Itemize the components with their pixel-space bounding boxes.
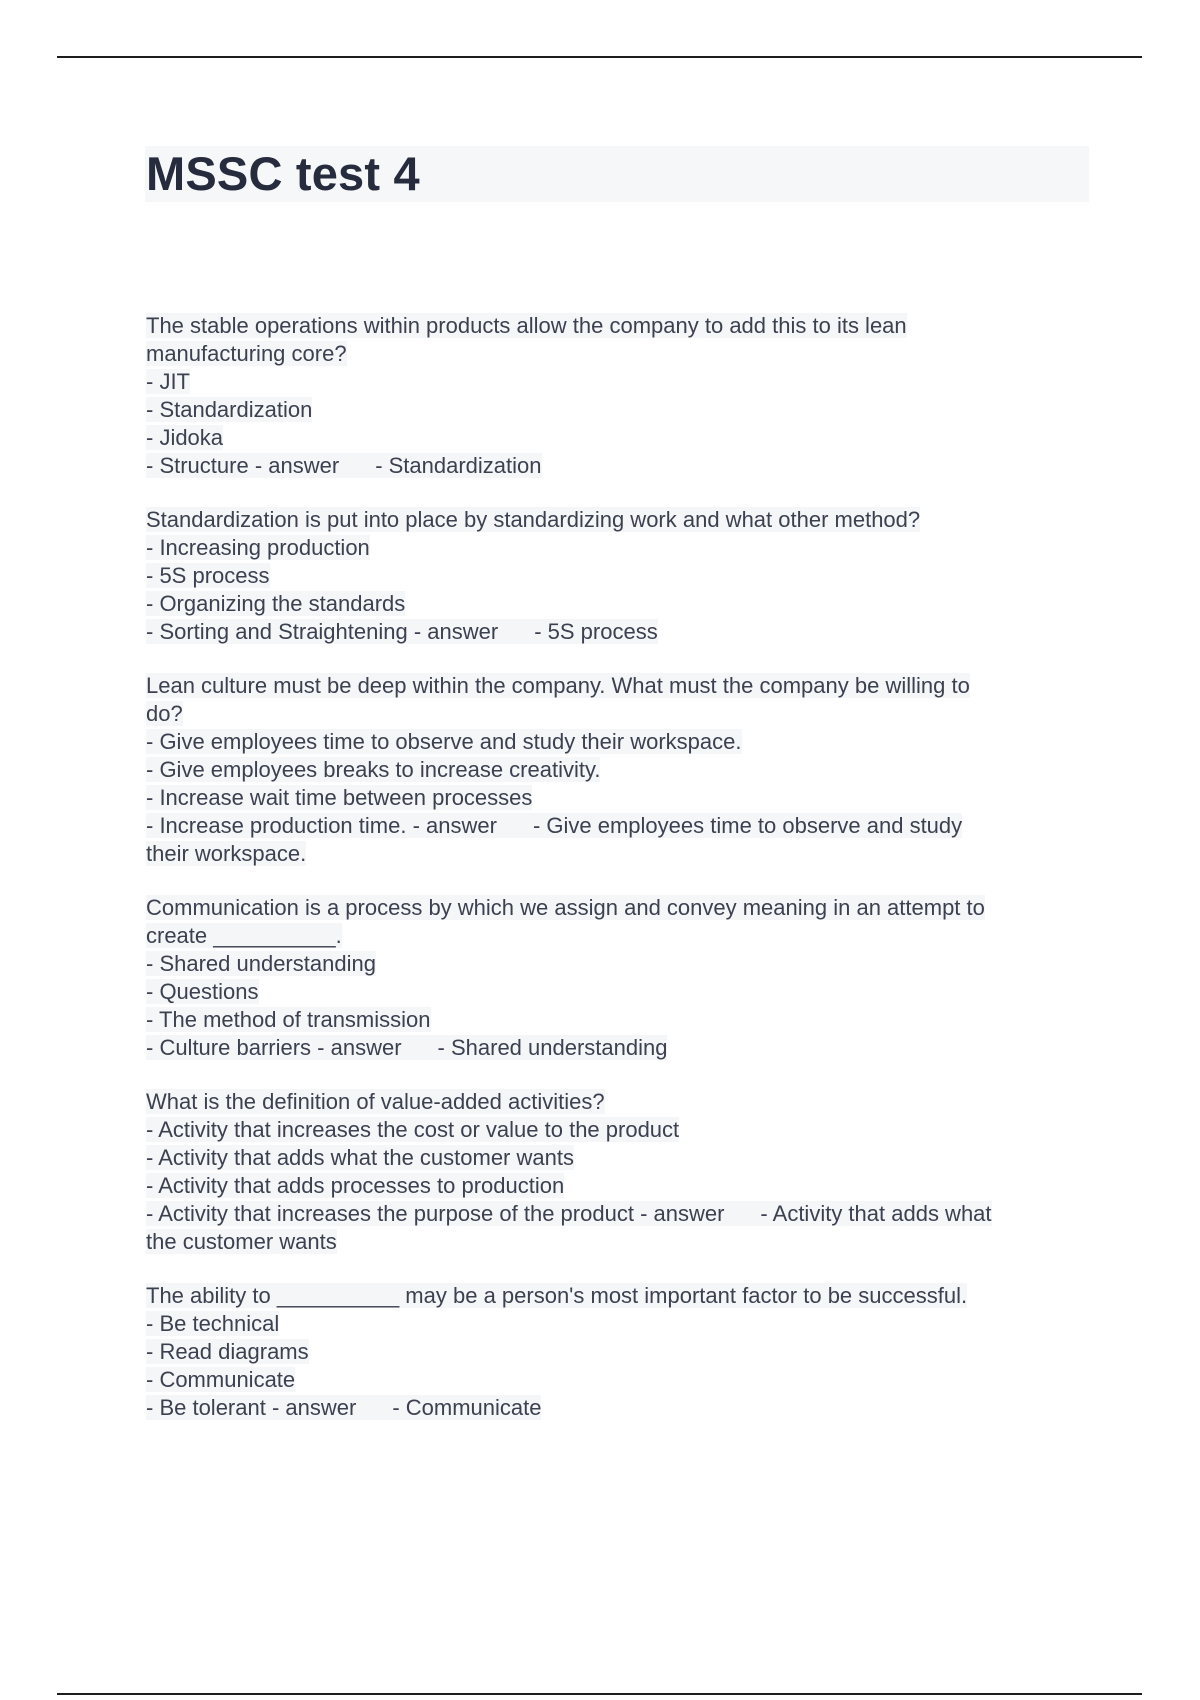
answer-text: - Give employees time to observe and study: [532, 813, 963, 838]
option: - Shared understanding: [146, 951, 376, 976]
option: - Increase wait time between processes: [146, 785, 533, 810]
option: - JIT: [146, 369, 190, 394]
option: - Increasing production: [146, 535, 370, 560]
question-text: Standardization is put into place by standardizing work and what other method?: [146, 507, 921, 532]
question-text: Communication is a process by which we assign and convey meaning in an attempt to: [146, 895, 985, 920]
option: - Questions: [146, 979, 259, 1004]
answer-text-continued: their workspace.: [146, 841, 307, 866]
top-rule: [57, 56, 1142, 58]
option: - Activity that increases the purpose of the product: [146, 1201, 634, 1226]
answer-marker: - answer: [413, 619, 499, 644]
option: - Be technical: [146, 1311, 280, 1336]
option: - Read diagrams: [146, 1339, 309, 1364]
question-text: create __________.: [146, 923, 342, 948]
answer-text: - Activity that adds what: [760, 1201, 992, 1226]
option: - Activity that adds processes to production: [146, 1173, 565, 1198]
question-block: [146, 506, 1086, 646]
option: - Increase production time.: [146, 813, 407, 838]
last-option-with-answer: [146, 1200, 1086, 1228]
last-option-with-answer: [146, 1034, 1086, 1062]
answer-text: - Standardization: [375, 453, 542, 478]
option: - Culture barriers: [146, 1035, 312, 1060]
option: - Activity that adds what the customer wants: [146, 1145, 574, 1170]
question-text: What is the definition of value-added activities?: [146, 1089, 605, 1114]
option: - Give employees breaks to increase creativity.: [146, 757, 601, 782]
question-text: The ability to __________ may be a person's most important factor to be successful.: [146, 1283, 968, 1308]
question-block: [146, 312, 1086, 480]
last-option-with-answer: [146, 1394, 1086, 1422]
option: - Jidoka: [146, 425, 224, 450]
question-block: [146, 672, 1086, 868]
last-option-with-answer: [146, 812, 1086, 840]
last-option-with-answer: [146, 618, 1086, 646]
answer-marker: - answer: [412, 813, 497, 838]
last-option-with-answer: [146, 452, 1086, 480]
question-block: [146, 894, 1086, 1062]
option: - Sorting and Straightening: [146, 619, 408, 644]
option: - Be tolerant: [146, 1395, 266, 1420]
question-block: [146, 1088, 1086, 1256]
page-title: MSSC test 4: [146, 147, 420, 200]
answer-marker: - answer: [317, 1035, 402, 1060]
question-list: [146, 312, 1086, 1448]
option: - Give employees time to observe and study their workspace.: [146, 729, 742, 754]
option: - Communicate: [146, 1367, 296, 1392]
answer-marker: - answer: [271, 1395, 357, 1420]
answer-text: - Communicate: [392, 1395, 542, 1420]
answer-marker: - answer: [640, 1201, 725, 1226]
option: - The method of transmission: [146, 1007, 431, 1032]
question-text: The stable operations within products allow the company to add this to its lean: [146, 313, 907, 338]
option: - Standardization: [146, 397, 313, 422]
question-text: manufacturing core?: [146, 341, 347, 366]
bottom-rule: [57, 1693, 1142, 1695]
option: - Activity that increases the cost or value to the product: [146, 1117, 680, 1142]
answer-marker: - answer: [254, 453, 340, 478]
answer-text: - 5S process: [534, 619, 658, 644]
question-text: Lean culture must be deep within the company. What must the company be willing to: [146, 673, 970, 698]
option: - Organizing the standards: [146, 591, 406, 616]
answer-text-continued: the customer wants: [146, 1229, 337, 1254]
question-text: do?: [146, 701, 183, 726]
option: - 5S process: [146, 563, 270, 588]
question-block: [146, 1282, 1086, 1422]
answer-text: - Shared understanding: [437, 1035, 668, 1060]
option: - Structure: [146, 453, 249, 478]
